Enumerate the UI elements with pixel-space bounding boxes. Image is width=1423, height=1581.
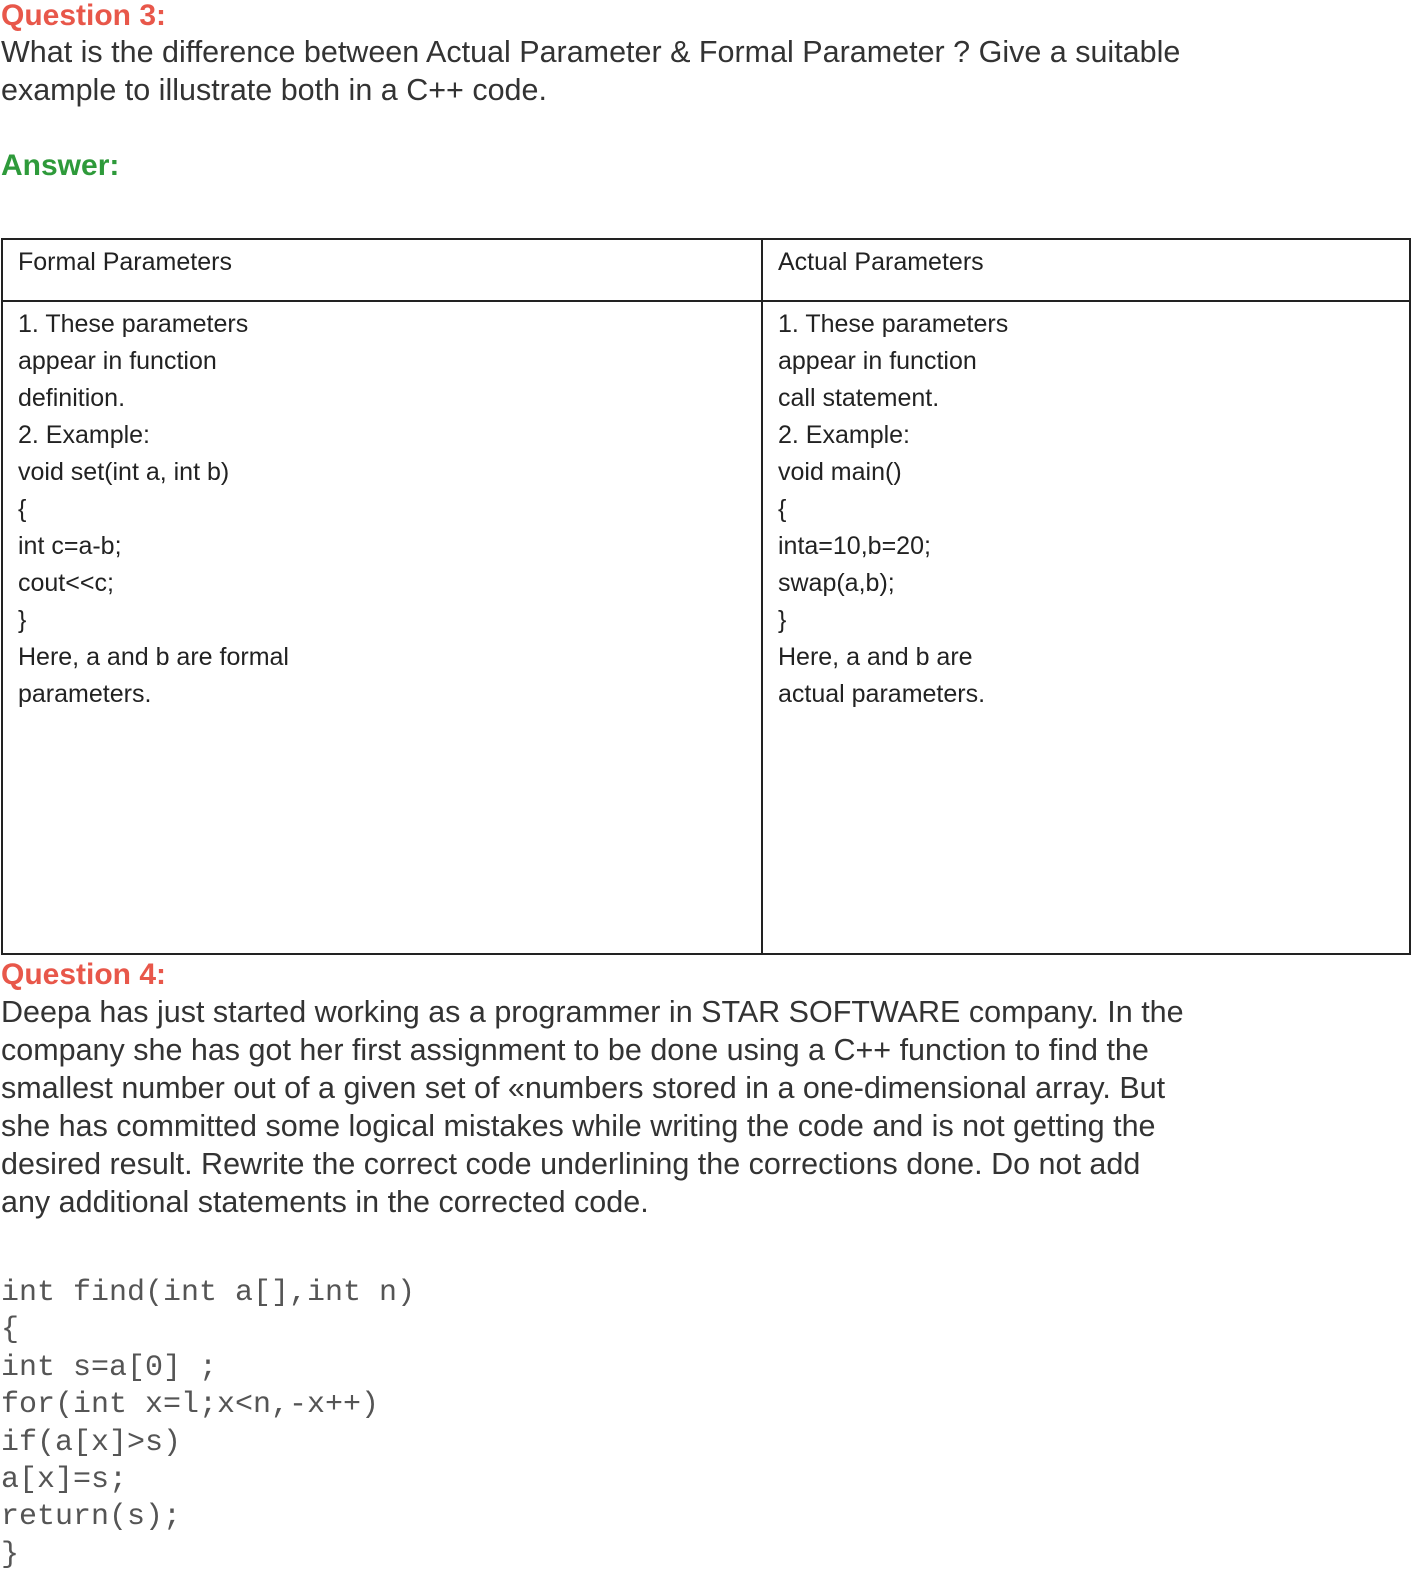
actual-parameters-cell (762, 301, 1410, 954)
table-row (2, 301, 1410, 954)
header-actual-parameters: Actual Parameters (762, 239, 1410, 301)
header-formal-parameters: Formal Parameters (2, 239, 762, 301)
question-3-line: What is the difference between Actual Parameter & Formal Parameter ? Give a suitable (1, 35, 1181, 69)
code-line: { (1, 1313, 20, 1348)
answer-label: Answer: (1, 149, 120, 182)
code-line: int s=a[0] ; (1, 1350, 218, 1385)
formal-cell-line: 1. These parameters (18, 310, 249, 338)
question-4-text (1, 993, 1184, 1221)
question-4-line: any additional statements in the corrected code. (1, 1185, 649, 1219)
formal-cell-line: cout<<c; (18, 569, 114, 597)
formal-cell-line: { (18, 495, 27, 523)
actual-cell-line: void main() (778, 458, 902, 486)
actual-cell-line: call statement. (778, 384, 940, 412)
table-header-row (2, 239, 1410, 301)
actual-cell-line: 2. Example: (778, 421, 911, 449)
question-4-line: smallest number out of a given set of «numbers stored in a one-dimensional array. But (1, 1071, 1166, 1105)
formal-cell-line: Here, a and b are formal (18, 643, 289, 671)
question-4-line: desired result. Rewrite the correct code underlining the corrections done. Do not add (1, 1147, 1141, 1181)
formal-cell-line: appear in function (18, 347, 217, 375)
formal-cell-line: definition. (18, 384, 126, 412)
actual-cell-line: actual parameters. (778, 680, 986, 708)
actual-cell-line: Here, a and b are (778, 643, 973, 671)
code-line: a[x]=s; (1, 1463, 128, 1498)
formal-cell-line: int c=a-b; (18, 532, 122, 560)
formal-cell-line: } (18, 606, 27, 634)
code-line: for(int x=l;x<n,-x++) (1, 1388, 380, 1423)
code-block (1, 1275, 415, 1574)
code-line: return(s); (1, 1500, 182, 1535)
question-3-line: example to illustrate both in a C++ code. (1, 73, 547, 107)
actual-cell-line: { (778, 495, 787, 523)
question-4-title: Question 4: (1, 958, 167, 991)
code-line: int find(int a[],int n) (1, 1276, 416, 1310)
code-line: if(a[x]>s) (1, 1425, 182, 1460)
formal-parameters-cell (2, 301, 762, 954)
actual-cell-line: } (778, 606, 787, 634)
question-3-text (1, 33, 1180, 109)
actual-cell-line: swap(a,b); (778, 569, 895, 597)
question-4-line: company she has got her first assignment to be done using a C++ function to find the (1, 1033, 1149, 1067)
parameters-comparison-table (1, 238, 1411, 955)
actual-cell-line: inta=10,b=20; (778, 532, 931, 560)
question-4-line: Deepa has just started working as a programmer in STAR SOFTWARE company. In the (1, 995, 1184, 1029)
formal-cell-line: 2. Example: (18, 421, 151, 449)
actual-cell-line: appear in function (778, 347, 977, 375)
actual-cell-line: 1. These parameters (778, 310, 1009, 338)
code-line: } (1, 1537, 20, 1572)
formal-cell-line: parameters. (18, 680, 152, 708)
question-3-title: Question 3: (1, 0, 167, 32)
question-4-line: she has committed some logical mistakes while writing the code and is not getting the (1, 1109, 1156, 1143)
formal-cell-line: void set(int a, int b) (18, 458, 230, 486)
